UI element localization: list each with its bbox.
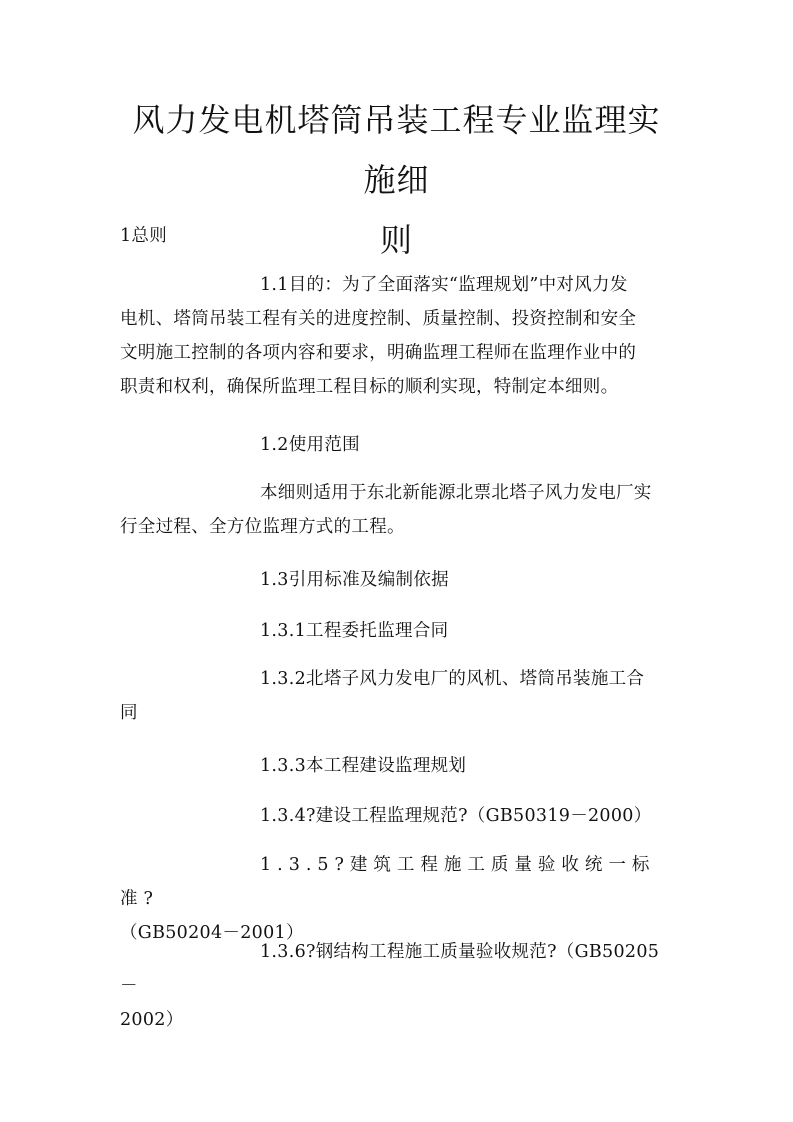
item-1-3-3: 1.3.3本工程建设监理规划 xyxy=(260,756,467,776)
item-1-3-1: 1.3.1工程委托监理合同 xyxy=(260,621,449,641)
item-1-3-2-line-1: 1.3.2北塔子风力发电厂的风机、塔筒吊装施工合 xyxy=(260,669,645,689)
paragraph-purpose-line-4: 职责和权利，确保所监理工程目标的顺利实现，特制定本细则。 xyxy=(120,377,619,397)
item-1-3-6 xyxy=(120,935,673,1037)
item-1-3-5-line-1: 1.3.5?建筑工程施工质量验收统一标准? xyxy=(120,855,656,909)
item-1-3-2-line-2: 同 xyxy=(120,703,138,723)
item-1-3-6-line-2: 2002） xyxy=(120,1010,184,1030)
paragraph-purpose-line-3: 文明施工控制的各项内容和要求，明确监理工程师在监理作业中的 xyxy=(120,343,637,363)
paragraph-scope xyxy=(120,476,673,544)
section-heading-general: 1总则 xyxy=(120,226,168,246)
item-1-3-6-line-1: 1.3.6?钢结构工程施工质量验收规范?（GB50205－ xyxy=(120,942,660,996)
paragraph-purpose-line-1: 1.1目的：为了全面落实“监理规划”中对风力发 xyxy=(260,275,628,295)
title-line-2: 则 xyxy=(379,221,413,259)
paragraph-scope-line-2: 行全过程、全方位监理方式的工程。 xyxy=(120,517,405,537)
paragraph-purpose xyxy=(120,268,673,404)
item-1-3-2 xyxy=(120,662,673,730)
item-1-3-5-line-2: （GB50204－2001） xyxy=(120,923,304,943)
heading-scope: 1.2使用范围 xyxy=(260,435,360,455)
item-1-3-4: 1.3.4?建设工程监理规范?（GB50319－2000） xyxy=(260,806,652,826)
title-line-1: 风力发电机塔筒吊装工程专业监理实施细 xyxy=(132,101,661,199)
heading-standards: 1.3引用标准及编制依据 xyxy=(260,570,449,590)
paragraph-purpose-line-2: 电机、塔筒吊装工程有关的进度控制、质量控制、投资控制和安全 xyxy=(120,309,637,329)
paragraph-scope-line-1: 本细则适用于东北新能源北票北塔子风力发电厂实 xyxy=(260,483,652,503)
